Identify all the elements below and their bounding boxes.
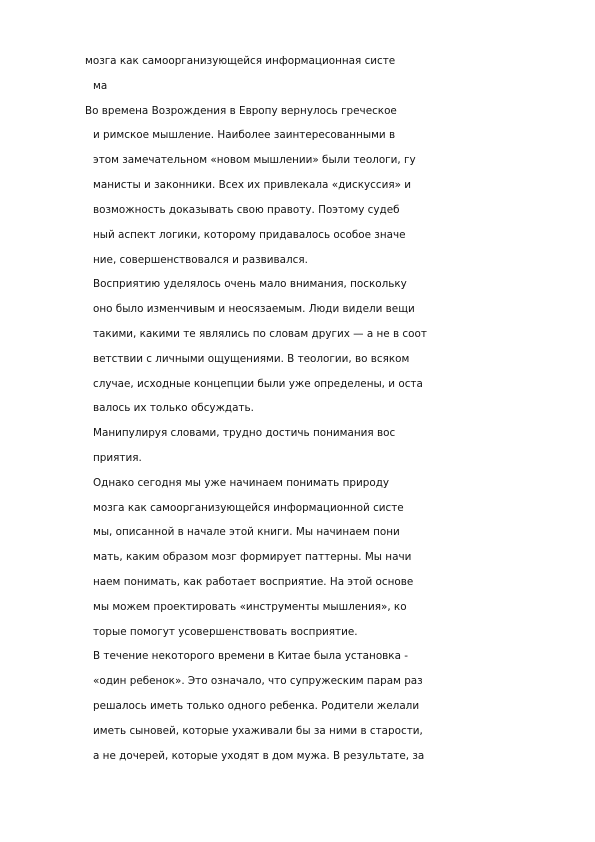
text-line: решалось иметь только одного ребенка. Родители желали xyxy=(93,700,420,712)
text-line: этом замечательном «новом мышлении» были теологи, гу xyxy=(93,154,416,166)
text-line: Восприятию уделялось очень мало внимания, поскольку xyxy=(93,278,407,290)
text-line: мозга как самоорганизующейся информационной систе xyxy=(93,502,404,514)
text-line: Манипулируя словами, трудно достичь понимания вос xyxy=(93,427,396,439)
text-line: ма xyxy=(93,80,108,92)
text-line: мать, каким образом мозг формирует паттерны. Мы начи xyxy=(93,551,412,563)
text-line: торые помогут усовершенствовать восприятие. xyxy=(93,626,358,638)
text-line: мозга как самоорганизующейся информационная систе xyxy=(85,55,396,67)
text-line: Во времена Возрождения в Европу вернулось греческое xyxy=(85,105,397,117)
text-line: оно было изменчивым и неосязаемым. Люди видели вещи xyxy=(93,303,415,315)
text-line: ный аспект логики, которому придавалось особое значе xyxy=(93,229,406,241)
text-line: В течение некоторого времени в Китае была установка - xyxy=(93,650,408,662)
text-line: Однако сегодня мы уже начинаем понимать природу xyxy=(93,477,390,489)
text-line: ветствии с личными ощущениями. В теологии, во всяком xyxy=(93,353,410,365)
text-line: манисты и законники. Всех их привлекала «дискуссия» и xyxy=(93,179,412,191)
text-line: мы, описанной в начале этой книги. Мы начинаем пони xyxy=(93,526,400,538)
text-line: а не дочерей, которые уходят в дом мужа. В результате, за xyxy=(93,750,425,762)
text-line: и римское мышление. Наиболее заинтересованными в xyxy=(93,129,396,141)
text-line: случае, исходные концепции были уже определены, и оста xyxy=(93,378,423,390)
text-line: «один ребенок». Это означало, что супружеским парам раз xyxy=(93,675,423,687)
text-line: валось их только обсуждать. xyxy=(93,402,254,414)
text-line: ние, совершенствовался и развивался. xyxy=(93,254,308,266)
text-line: наем понимать, как работает восприятие. На этой основе xyxy=(93,576,414,588)
text-line: приятия. xyxy=(93,452,142,464)
text-line: возможность доказывать свою правоту. Поэтому судеб xyxy=(93,204,400,216)
text-line: такими, какими те являлись по словам других — а не в соот xyxy=(93,328,427,340)
text-line: иметь сыновей, которые ухаживали бы за ними в старости, xyxy=(93,725,423,737)
text-line: мы можем проектировать «инструменты мышления», ко xyxy=(93,601,407,613)
